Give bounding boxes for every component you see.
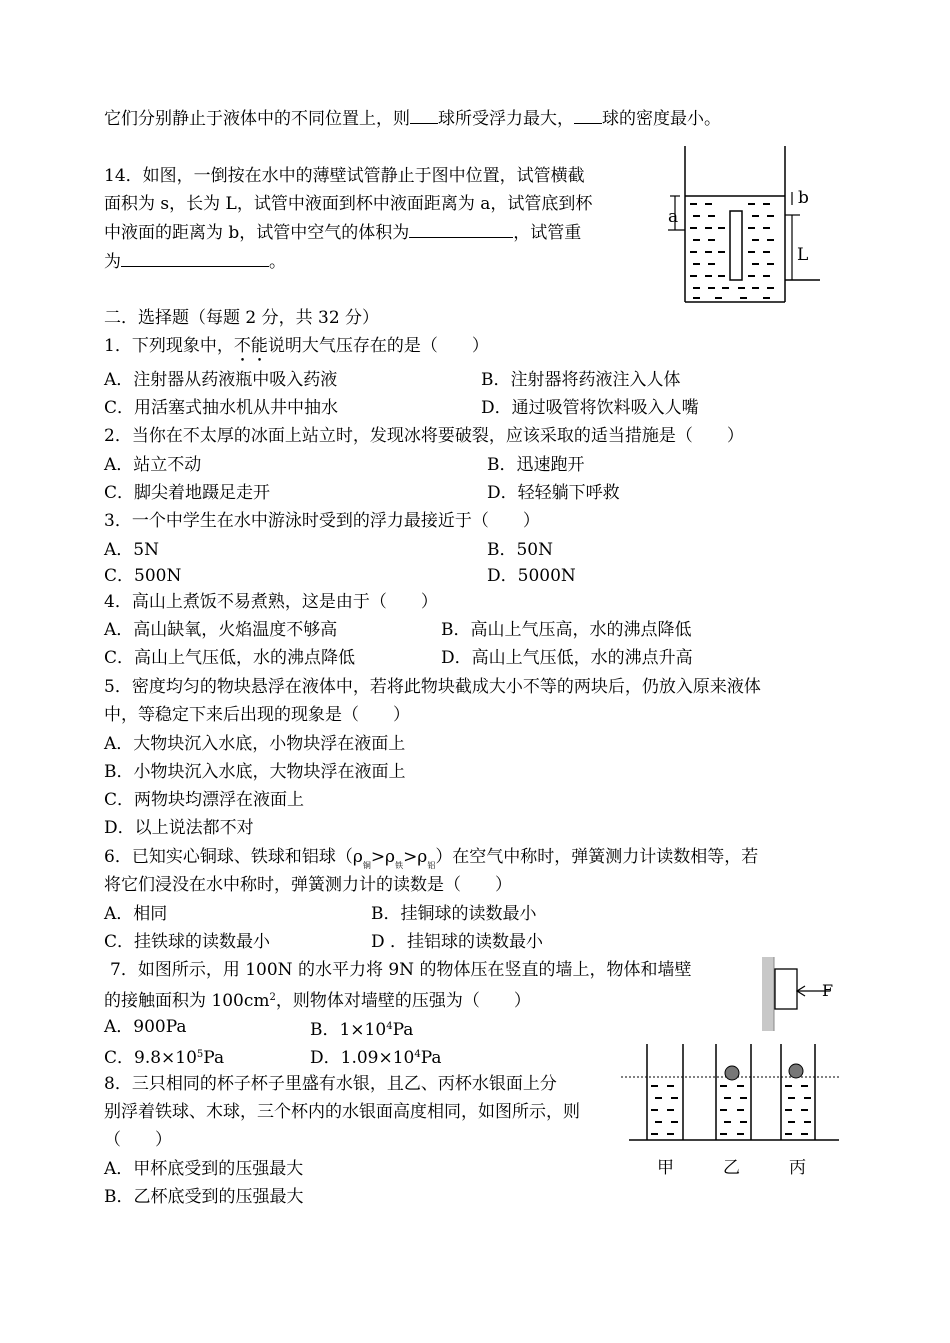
q8-option-b: B．乙杯底受到的压强最大 [104, 1187, 304, 1207]
q1-stem: 1．下列现象中，不能说明大气压存在的是（ ） [104, 336, 489, 356]
q3-stem: 3．一个中学生在水中游泳时受到的浮力最接近于（ ） [104, 511, 540, 531]
q2-option-d: D．轻轻躺下呼救 [487, 483, 620, 503]
q1-option-c: C．用活塞式抽水机从井中抽水 [104, 398, 339, 418]
test-tube-figure [660, 140, 830, 310]
q3-option-b: B．50N [487, 540, 553, 560]
q7-option-d: D．$1.09\times 10^4Pa$ [310, 1048, 442, 1068]
q14-line4: 为 。 [104, 252, 286, 272]
q2-option-b: B．迅速跑开 [487, 455, 585, 475]
three-cups-figure [615, 1040, 845, 1145]
q5-option-a: A．大物块沉入水底，小物块浮在液面上 [104, 734, 406, 754]
q3-option-d: D．5000N [487, 566, 576, 586]
q8-line2: 别浮着铁球、木球，三个杯内的水银面高度相同，如图所示，则 [104, 1102, 580, 1122]
q14-line1: 14．如图，一倒按在水中的薄壁试管静止于图中位置，试管横截 [104, 166, 585, 186]
q7-option-a: A．900Pa [104, 1017, 187, 1037]
force-label: F [822, 981, 834, 1000]
q1-option-b: B．注射器将药液注入人体 [481, 370, 681, 390]
answer-blank [121, 250, 269, 267]
q5-option-c: C．两物块均漂浮在液面上 [104, 790, 305, 810]
q4-option-b: B．高山上气压高，水的沸点降低 [441, 620, 692, 640]
emphasis-text: 不能 [233, 336, 268, 356]
q5-line2: 中，等稳定下来后出现的现象是（ ） [104, 705, 410, 725]
cup-label-bing: 丙 [789, 1158, 806, 1178]
cup-label-yi: 乙 [723, 1158, 740, 1178]
q5-option-d: D．以上说法都不对 [104, 818, 254, 838]
answer-blank [410, 107, 438, 124]
q7-option-b: B．$1\times 10^4Pa$ [310, 1020, 414, 1040]
section-title: 二．选择题（每题 2 分，共 32 分） [104, 308, 380, 328]
q6-option-a: A．相同 [104, 904, 168, 924]
q2-stem: 2．当你在不太厚的冰面上站立时，发现冰将要破裂，应该采取的适当措施是（ ） [104, 426, 744, 446]
q7-line1: 7．如图所示，用 100N 的水平力将 9N 的物体压在竖直的墙上，物体和墙壁 [110, 960, 692, 980]
q7-line2: 的接触面积为 $100cm^2$，则物体对墙壁的压强为（ ） [104, 991, 531, 1011]
q3-option-a: A．5N [104, 540, 159, 560]
answer-blank [574, 107, 602, 124]
q5-line1: 5．密度均匀的物块悬浮在液体中，若将此物块截成大小不等的两块后，仍放入原来液体 [104, 677, 761, 697]
q2-option-a: A．站立不动 [104, 455, 202, 475]
q6-option-c: C．挂铁球的读数最小 [104, 932, 271, 952]
answer-blank [409, 221, 513, 238]
q6-option-b: B．挂铜球的读数最小 [371, 904, 537, 924]
q6-option-d: D ．挂铝球的读数最小 [371, 932, 544, 952]
q4-option-c: C．高山上气压低，水的沸点降低 [104, 648, 356, 668]
q14-line3: 中液面的距离为 b，试管中空气的体积为 ，试管重 [104, 223, 582, 243]
q8-option-a: A．甲杯底受到的压强最大 [104, 1159, 304, 1179]
q3-option-c: C．500N [104, 566, 182, 586]
q6-line1: 6．已知实心铜球、铁球和铝球$(\rho_铜>\rho_铁>\rho_铝)$在空气中称时，弹簧测力计读数相等，若 [104, 847, 759, 870]
q6-line2: 将它们浸没在水中称时，弹簧测力计的读数是（ ） [104, 875, 512, 895]
q5-option-b: B．小物块沉入水底，大物块浮在液面上 [104, 762, 406, 782]
q4-option-a: A．高山缺氧，火焰温度不够高 [104, 620, 338, 640]
q8-line3: （ ） [104, 1130, 172, 1150]
q1-option-a: A．注射器从药液瓶中吸入药液 [104, 370, 338, 390]
cup-label-jia: 甲 [657, 1158, 674, 1178]
q4-option-d: D．高山上气压低，水的沸点升高 [441, 648, 693, 668]
q2-option-c: C．脚尖着地蹑足走开 [104, 483, 271, 503]
q13-tail: 它们分别静止于液体中的不同位置上，则 球所受浮力最大， 球的密度最小。 [104, 109, 721, 129]
label-b: b [798, 188, 809, 208]
q7-option-c: C．$9.8\times 10^5Pa$ [104, 1048, 225, 1068]
q8-line1: 8．三只相同的杯子杯子里盛有水银，且乙、丙杯水银面上分 [104, 1074, 557, 1094]
label-a: a [668, 207, 679, 227]
q14-line2: 面积为 s，长为 L，试管中液面到杯中液面距离为 a，试管底到杯 [104, 194, 593, 214]
q1-option-d: D．通过吸管将饮料吸入人嘴 [481, 398, 699, 418]
label-L: L [797, 245, 809, 265]
q4-stem: 4．高山上煮饭不易煮熟，这是由于（ ） [104, 592, 438, 612]
